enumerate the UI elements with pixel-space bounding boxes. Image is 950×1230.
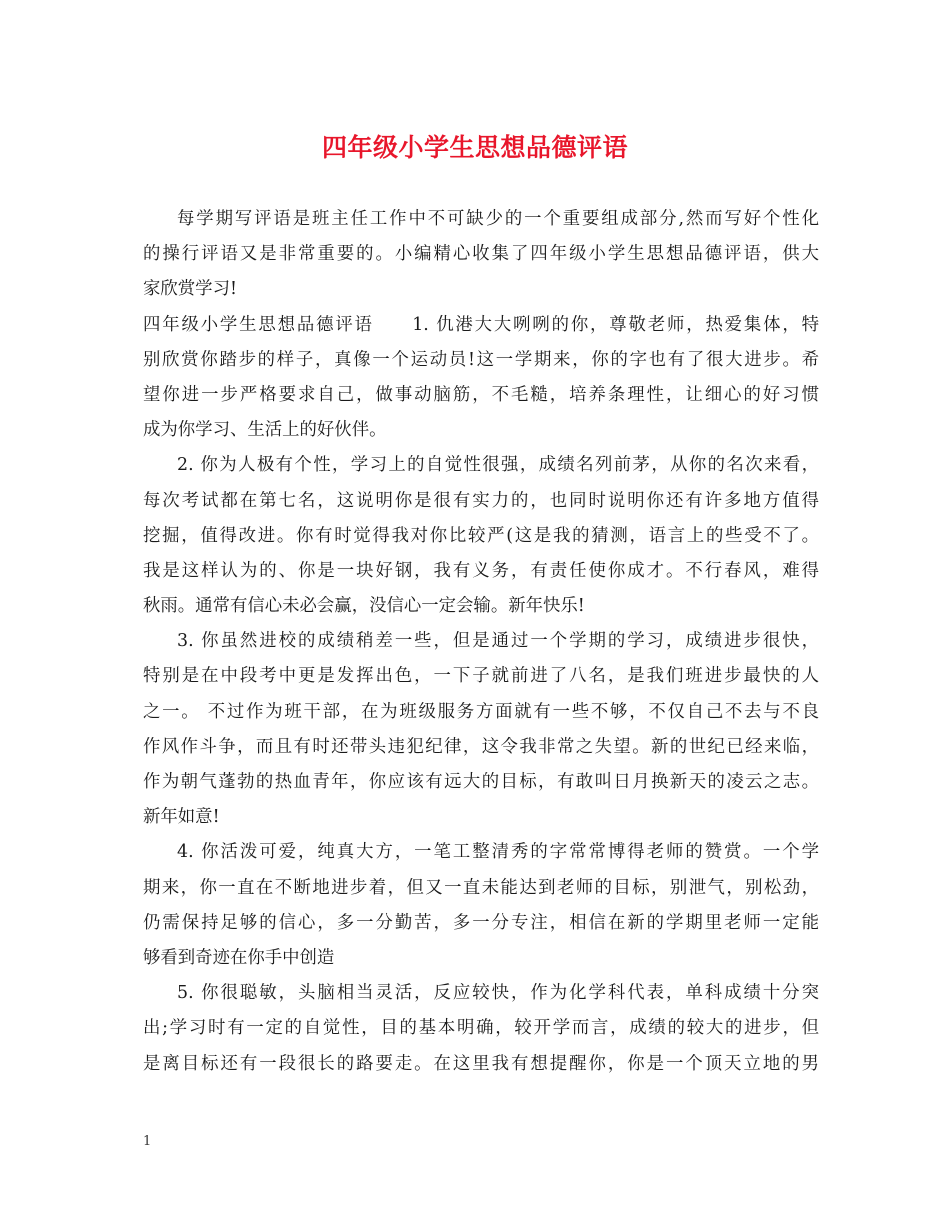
- text-line: 2. 你为人极有个性，学习上的自觉性很强，成绩名列前茅，从你的名次来看，: [177, 455, 819, 476]
- text-line: 四年级小学生思想品德评语 1. 仇港大大咧咧的你，尊敬老师，热爱集体，特: [143, 314, 819, 335]
- text-line: 出;学习时有一定的自觉性，目的基本明确，较开学而言，成绩的较大的进步，但: [143, 1018, 819, 1039]
- text-line: 成为你学习、生活上的好伙伴。: [143, 420, 387, 441]
- page-title: 四年级小学生思想品德评语: [321, 133, 628, 162]
- text-line: 每次考试都在第七名，这说明你是很有实力的，也同时说明你还有许多地方值得: [143, 490, 819, 511]
- text-line: 之一。 不过作为班干部，在为班级服务方面就有一些不够，不仅自己不去与不良: [143, 701, 819, 722]
- text-line: 我是这样认为的、你是一块好钢，我有义务，有责任使你成才。不行春风，难得: [143, 560, 819, 581]
- text-line: 作为朝气蓬勃的热血青年，你应该有远大的目标，有敢叫日月换新天的凌云之志。: [143, 772, 819, 792]
- text-line: 每学期写评语是班主任工作中不可缺少的一个重要组成部分,然而写好个性化: [177, 209, 819, 229]
- text-line: 挖掘，值得改进。你有时觉得我对你比较严(这是我的猜测，语言上的些受不了。: [143, 525, 819, 546]
- text-line: 仍需保持足够的信心，多一分勤苦，多一分专注，相信在新的学期里老师一定能: [143, 912, 819, 933]
- text-line: 秋雨。通常有信心未必会赢，没信心一定会输。新年快乐!: [143, 596, 585, 617]
- text-line: 3. 你虽然进校的成绩稍差一些，但是通过一个学期的学习，成绩进步很快，: [177, 631, 819, 652]
- text-line: 5. 你很聪敏，头脑相当灵活，反应较快，作为化学科代表，单科成绩十分突: [177, 983, 819, 1004]
- text-line: 期来，你一直在不断地进步着，但又一直未能达到老师的目标，别泄气，别松劲，: [143, 877, 819, 898]
- document-body: [143, 202, 819, 1082]
- text-line: 4. 你活泼可爱，纯真大方，一笔工整清秀的字常常博得老师的赞赏。一个学: [177, 842, 819, 863]
- text-line: 望你进一步严格要求自己，做事动脑筋，不毛糙，培养条理性，让细心的好习惯: [143, 384, 819, 405]
- text-line: 是离目标还有一段很长的路要走。在这里我有想提醒你，你是一个顶天立地的男: [143, 1053, 819, 1074]
- text-line: 作风作斗争，而且有时还带头违犯纪律，这令我非常之失望。新的世纪已经来临，: [143, 736, 819, 757]
- text-line: 家欣赏学习!: [143, 279, 237, 300]
- text-line: 特别是在中段考中更是发挥出色，一下子就前进了八名，是我们班进步最快的人: [143, 666, 819, 687]
- text-line: 别欣赏你踏步的样子，真像一个运动员!这一学期来，你的字也有了很大进步。希: [143, 349, 819, 370]
- page-number: 1: [143, 1134, 152, 1149]
- text-line: 够看到奇迹在你手中创造: [143, 947, 335, 968]
- text-line: 新年如意!: [143, 807, 220, 828]
- text-line: 的操行评语又是非常重要的。小编精心收集了四年级小学生思想品德评语，供大: [143, 244, 819, 265]
